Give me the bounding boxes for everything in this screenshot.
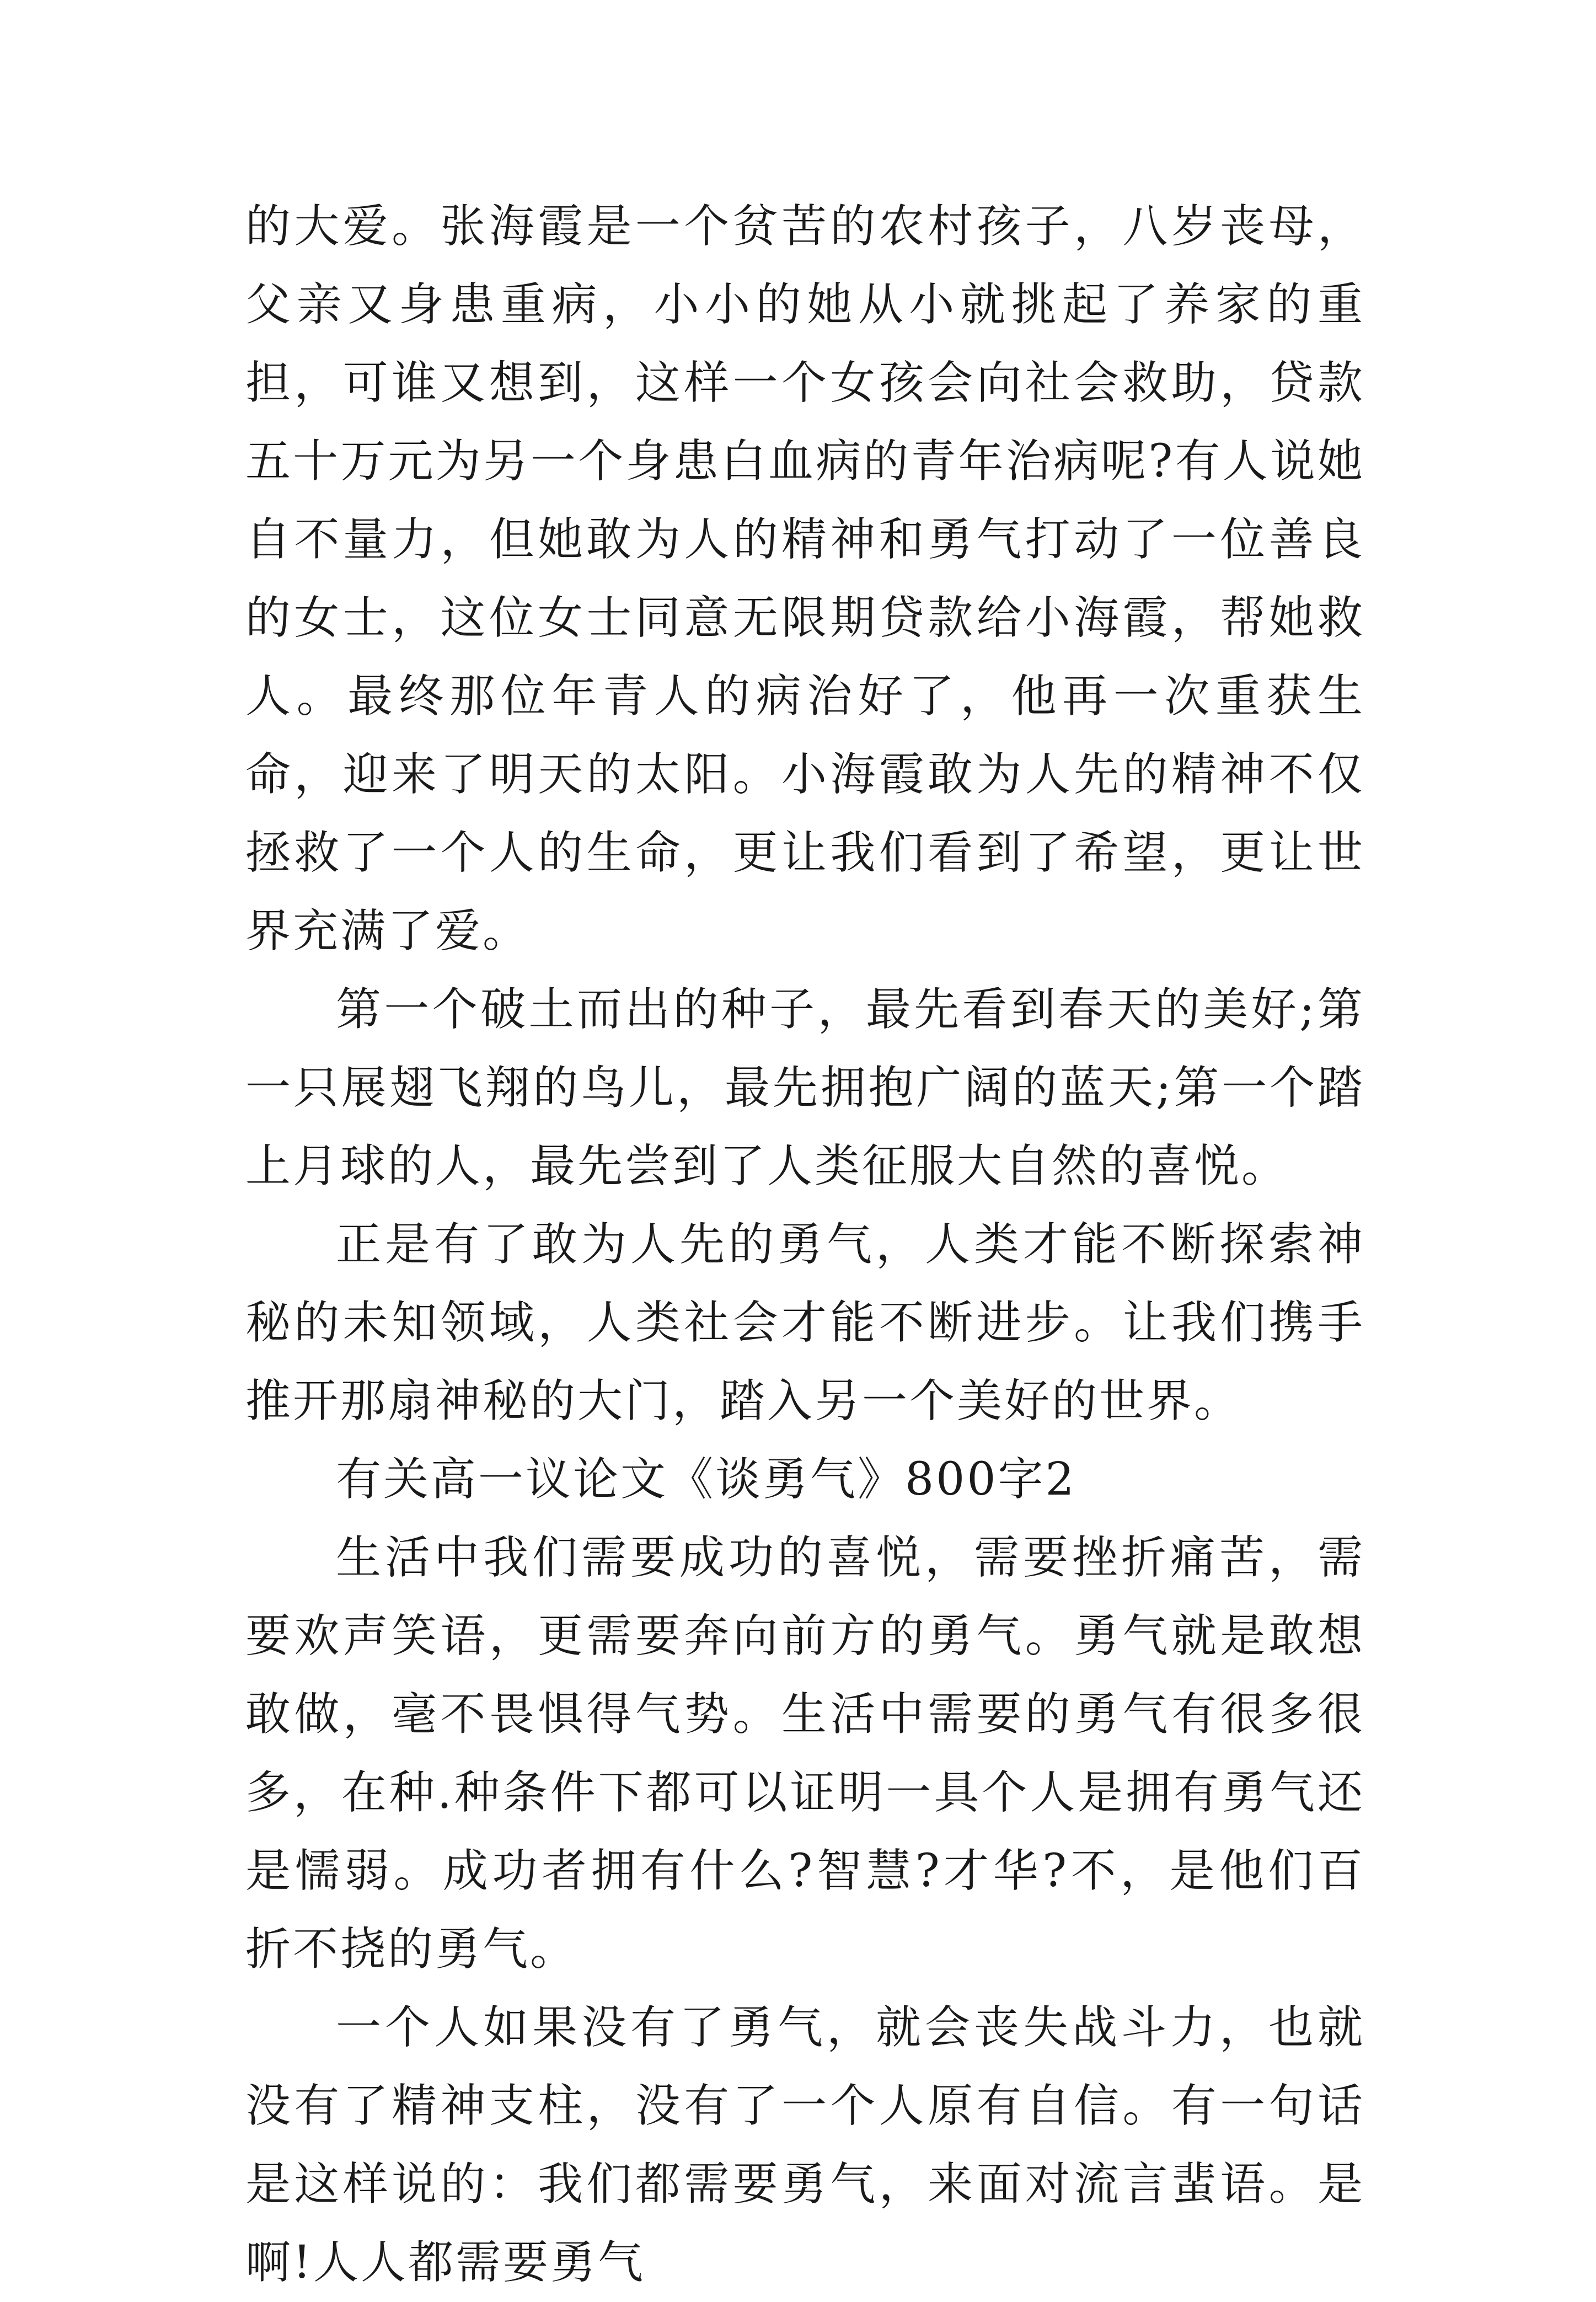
paragraph-5: 一个人如果没有了勇气，就会丧失战斗力，也就没有了精神支柱，没有了一个人原有自信。有一句话是这样说的：我们都需要勇气，来面对流言蜚语。是啊!人人都需要勇气	[245, 2001, 1365, 2289]
paragraph-1: 的大爱。张海霞是一个贫苦的农村孩子，八岁丧母，父亲又身患重病，小小的她从小就挑起了养家的重担，可谁又想到，这样一个女孩会向社会救助，贷款五十万元为另一个身患白血病的青年治病呢?有人说她自不量力，但她敢为人的精神和勇气打动了一位善良的女士，这位女士同意无限期贷款给小海霞，帮她救人。最终那位年青人的病治好了，他再一次重获生命，迎来了明天的太阳。小海霞敢为人先的精神不仅拯救了一个人的生命，更让我们看到了希望，更让世界充满了爱。	[245, 200, 1365, 957]
paragraph-3: 正是有了敢为人先的勇气，人类才能不断探索神秘的未知领域，人类社会才能不断进步。让我们携手推开那扇神秘的大门，踏入另一个美好的世界。	[245, 1218, 1365, 1427]
paragraph-2: 第一个破土而出的种子，最先看到春天的美好;第一只展翅飞翔的鸟儿，最先拥抱广阔的蓝天;第一个踏上月球的人，最先尝到了人类征服大自然的喜悦。	[245, 983, 1365, 1192]
document-body	[245, 188, 1365, 2302]
section-heading: 有关高一议论文《谈勇气》800字2	[336, 1453, 1077, 1506]
paragraph-4: 生活中我们需要成功的喜悦，需要挫折痛苦，需要欢声笑语，更需要奔向前方的勇气。勇气就是敢想敢做，毫不畏惧得气势。生活中需要的勇气有很多很多，在种.种条件下都可以证明一具个人是拥有勇气还是懦弱。成功者拥有什么?智慧?才华?不，是他们百折不挠的勇气。	[245, 1532, 1365, 1976]
